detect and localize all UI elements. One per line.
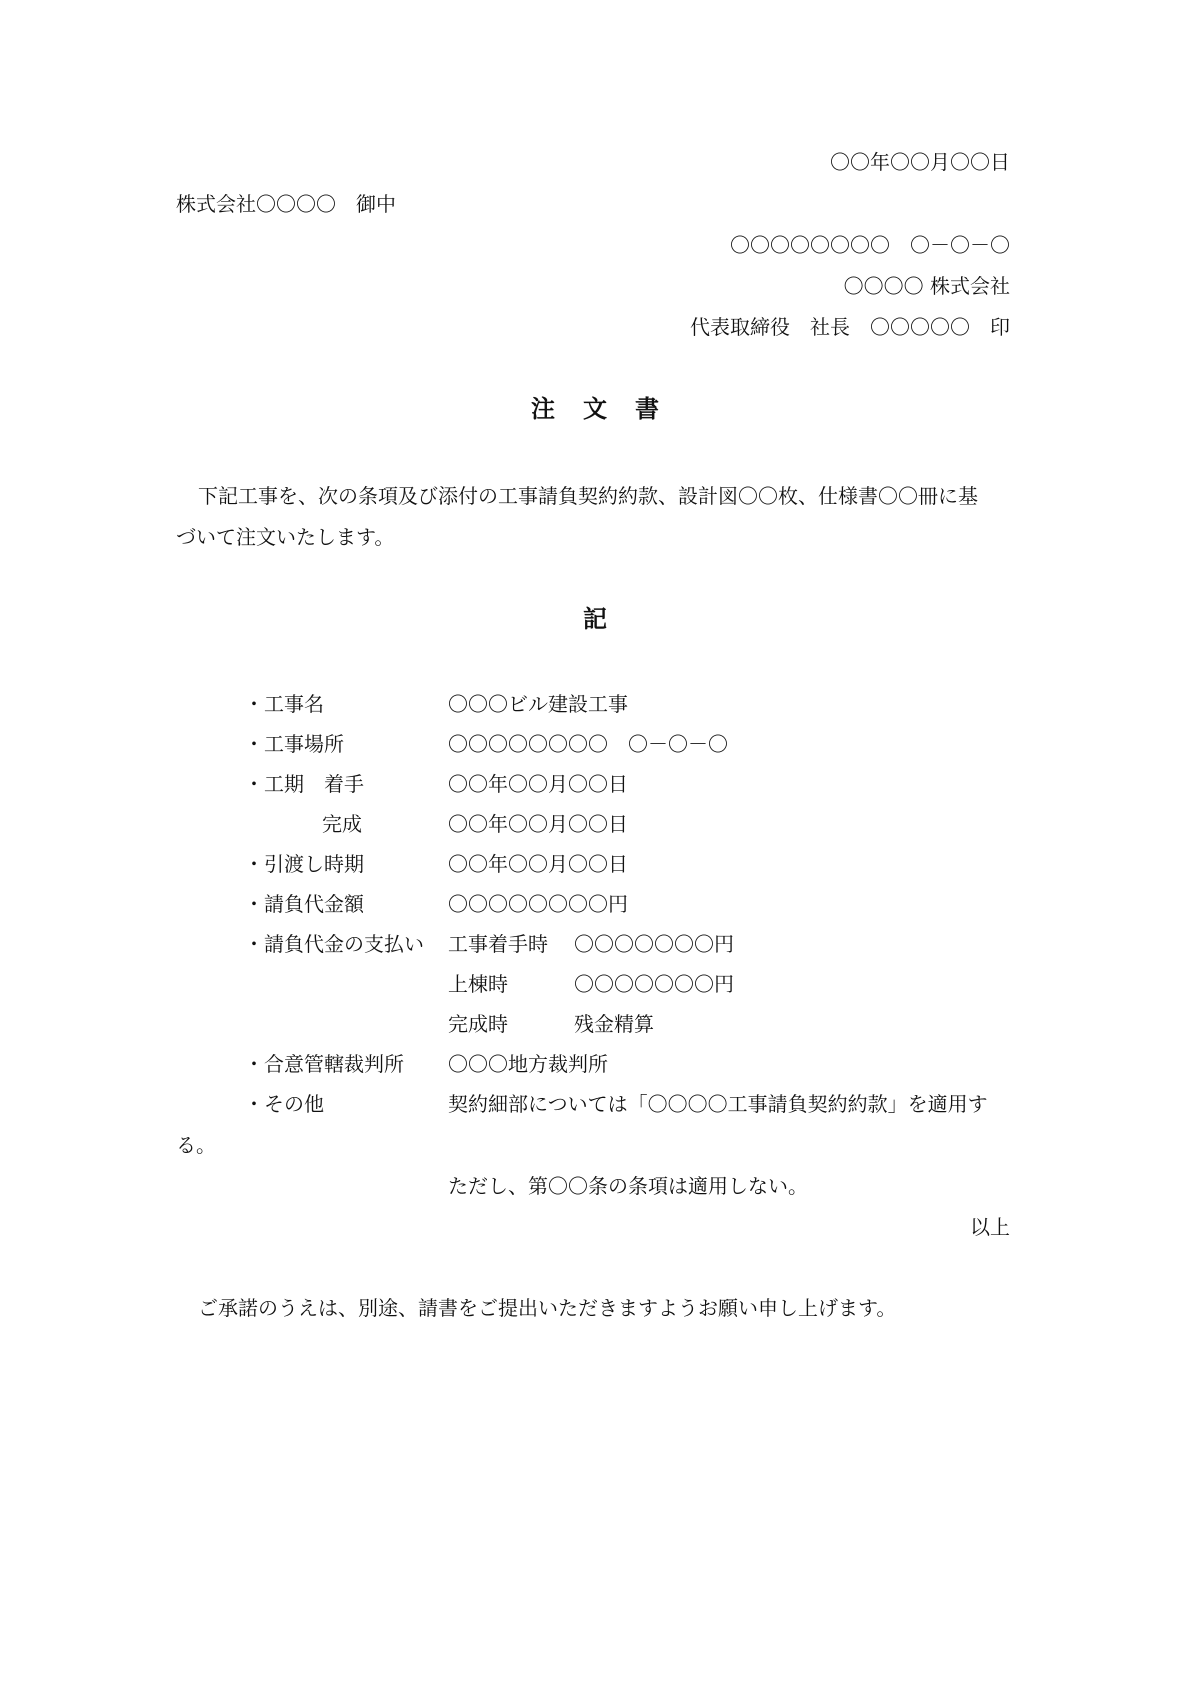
payment-stage: 完成時 xyxy=(448,1012,508,1036)
item-value-location: 〇〇〇〇〇〇〇〇 〇－〇－〇 xyxy=(448,732,728,756)
item-value-period-start: 〇〇年〇〇月〇〇日 xyxy=(448,772,628,796)
title-char: 注 xyxy=(531,395,555,423)
sender-company: 〇〇〇〇 株式会社 xyxy=(843,274,1010,298)
sender-representative: 代表取締役 社長 〇〇〇〇〇 印 xyxy=(690,315,1010,339)
title-char: 書 xyxy=(635,395,659,423)
intro-line-2: づいて注文いたします。 xyxy=(176,525,395,549)
item-value-other-line-1: 契約細部については「〇〇〇〇工事請負契約約款」を適用す xyxy=(448,1092,988,1116)
item-value-handover: 〇〇年〇〇月〇〇日 xyxy=(448,852,628,876)
item-label-period-start: ・工期 着手 xyxy=(244,772,364,796)
document-title xyxy=(0,397,1190,421)
recipient: 株式会社〇〇〇〇 御中 xyxy=(176,192,396,216)
payment-stage: 工事着手時 xyxy=(448,932,548,956)
item-label-project-name: ・工事名 xyxy=(244,692,324,716)
item-label-contract-amount: ・請負代金額 xyxy=(244,892,364,916)
ki-heading: 記 xyxy=(583,605,607,633)
item-value-period-end: 〇〇年〇〇月〇〇日 xyxy=(448,812,628,836)
item-label-location: ・工事場所 xyxy=(244,732,344,756)
item-label-handover: ・引渡し時期 xyxy=(244,852,364,876)
item-label-period-end: 完成 xyxy=(322,812,362,836)
issue-date: 〇〇年〇〇月〇〇日 xyxy=(830,150,1010,174)
item-value-other-line-2: る。 xyxy=(176,1133,216,1157)
title-char: 文 xyxy=(583,395,607,423)
intro-line-1: 下記工事を、次の条項及び添付の工事請負契約約款、設計図〇〇枚、仕様書〇〇冊に基 xyxy=(198,484,978,508)
item-value-other-line-3: ただし、第〇〇条の条項は適用しない。 xyxy=(448,1174,808,1198)
item-value-court: 〇〇〇地方裁判所 xyxy=(448,1052,608,1076)
payment-amount: 残金精算 xyxy=(574,1012,654,1036)
item-value-project-name: 〇〇〇ビル建設工事 xyxy=(448,692,628,716)
sender-address: 〇〇〇〇〇〇〇〇 〇－〇－〇 xyxy=(730,233,1010,257)
payment-amount: 〇〇〇〇〇〇〇円 xyxy=(574,932,734,956)
item-label-court: ・合意管轄裁判所 xyxy=(244,1052,404,1076)
closing-mark: 以上 xyxy=(970,1215,1010,1239)
closing-text: ご承諾のうえは、別途、請書をご提出いただきますようお願い申し上げます。 xyxy=(198,1296,897,1320)
payment-stage: 上棟時 xyxy=(448,972,508,996)
item-label-other: ・その他 xyxy=(244,1092,324,1116)
item-value-contract-amount: 〇〇〇〇〇〇〇〇円 xyxy=(448,892,628,916)
item-label-payment: ・請負代金の支払い xyxy=(244,932,424,956)
payment-amount: 〇〇〇〇〇〇〇円 xyxy=(574,972,734,996)
